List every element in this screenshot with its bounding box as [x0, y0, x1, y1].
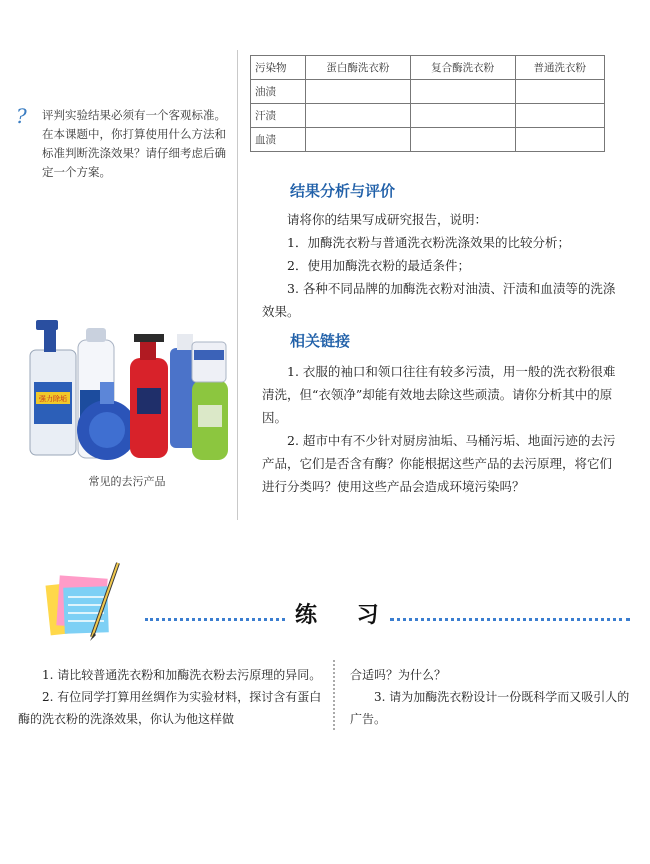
- analysis-item: 3. 各种不同品牌的加酶洗衣粉对油渍、汗渍和血渍等的洗涤效果。: [262, 281, 616, 319]
- table-cell: [306, 80, 411, 104]
- photo-caption: 常见的去污产品: [88, 475, 166, 488]
- notebook-pencil-icon: [40, 555, 150, 645]
- table-header-cell: 蛋白酶洗衣粉: [306, 56, 411, 80]
- sidebar-note: [18, 106, 228, 182]
- table-header-cell: 污染物: [251, 56, 306, 80]
- links-paragraph: 1. 衣服的袖口和领口往往有较多污渍，用一般的洗衣粉很难清洗，但“衣领净”却能有效地去除这些顽渍。请你分析其中的原因。: [262, 364, 616, 425]
- exercise-item: 1. 请比较普通洗衣粉和加酶洗衣粉去污原理的异同。: [42, 668, 322, 682]
- table-cell: [515, 80, 605, 104]
- table-cell: 血渍: [251, 128, 306, 152]
- question-mark-icon: ?: [16, 104, 27, 128]
- table-cell: [306, 104, 411, 128]
- analysis-intro: 请将你的结果写成研究报告，说明：: [287, 212, 488, 227]
- exercise-item: 2. 有位同学打算用丝绸作为实验材料，探讨含有蛋白酶的洗衣粉的洗涤效果，你认为他这样做: [18, 690, 322, 726]
- table-cell: [410, 104, 515, 128]
- column-divider: [237, 50, 238, 520]
- sidebar-note-text: 评判实验结果必须有一个客观标准。在本课题中，你打算使用什么方法和标准判断洗涤效果？请仔细考虑后确定一个方案。: [42, 108, 226, 179]
- table-cell: 油渍: [251, 80, 306, 104]
- exercise-continuation: 合适吗？为什么？: [350, 668, 447, 682]
- exercise-title: 练 习: [295, 602, 395, 628]
- table-cell: [515, 104, 605, 128]
- links-body: [262, 360, 622, 498]
- toilet-cleaner-bottle-icon: [30, 320, 76, 455]
- cleaning-products-photo: [22, 320, 232, 465]
- links-title: 相关链接: [290, 332, 351, 350]
- bottle-label: 强力除垢: [39, 395, 67, 403]
- table-row: [251, 128, 605, 152]
- analysis-title: 结果分析与评价: [290, 182, 396, 200]
- analysis-item: 1．加酶洗衣粉与普通洗衣粉洗涤效果的比较分析；: [287, 235, 570, 250]
- links-paragraph: 2. 超市中有不少针对厨房油垢、马桶污垢、地面污迹的去污产品，它们是否含有酶？你能根据这些产品的去污原理，将它们进行分类吗？使用这些产品会造成环境污染吗？: [262, 433, 616, 494]
- exercise-right-column: [350, 664, 635, 730]
- exercise-column-divider: [333, 660, 335, 730]
- table-cell: 汗渍: [251, 104, 306, 128]
- analysis-item: 2．使用加酶洗衣粉的最适条件；: [287, 258, 470, 273]
- table-row: [251, 104, 605, 128]
- table-cell: [306, 128, 411, 152]
- analysis-body: [262, 208, 622, 323]
- table-cell: [410, 80, 515, 104]
- white-bottle-icon: [192, 342, 226, 382]
- exercise-dots-right: [390, 618, 630, 621]
- exercise-left-column: [18, 664, 330, 730]
- table-cell: [515, 128, 605, 152]
- table-row: [251, 80, 605, 104]
- table-header-row: [251, 56, 605, 80]
- exercise-item: 3. 请为加酶洗衣粉设计一份既科学而又吸引人的广告。: [350, 690, 630, 726]
- table-header-cell: 普通洗衣粉: [515, 56, 605, 80]
- table-cell: [410, 128, 515, 152]
- results-table: [250, 55, 605, 152]
- red-shampoo-bottle-icon: [130, 334, 168, 458]
- table-header-cell: 复合酶洗衣粉: [410, 56, 515, 80]
- exercise-dots-left: [145, 618, 285, 621]
